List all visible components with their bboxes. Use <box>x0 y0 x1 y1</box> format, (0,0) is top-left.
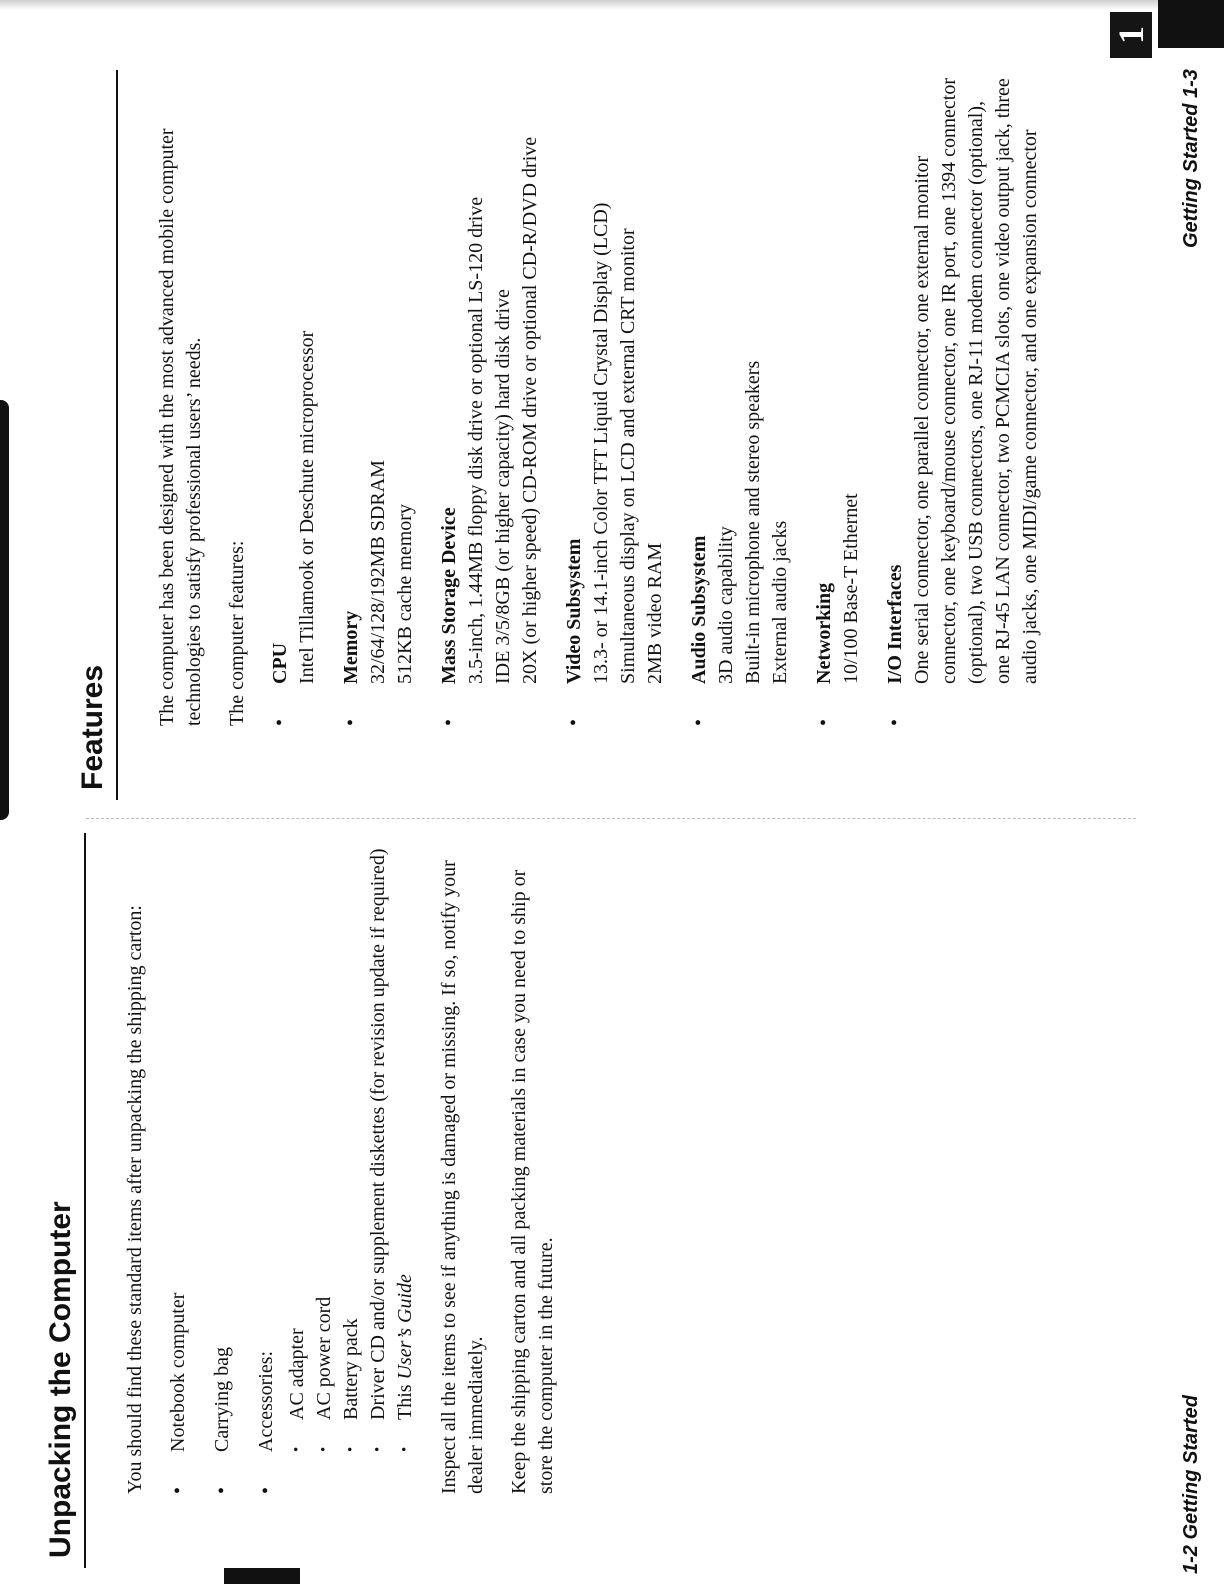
page-footer-right: Getting Started 1-3 <box>1180 69 1202 248</box>
feature-title: • Memory <box>340 610 362 684</box>
list-item <box>165 833 192 1494</box>
sub-list-item: • AC adapter <box>284 833 311 1452</box>
feature-line: Simultaneous display on LCD and external CRT monitor <box>617 228 639 684</box>
feature-mass-storage <box>436 70 544 726</box>
feature-video <box>561 70 669 726</box>
feature-line: 3.5-inch, 1.44MB floppy disk drive or optional LS-120 drive <box>465 196 487 684</box>
page-title: Features <box>72 70 118 800</box>
feature-line: IDE 3/5/8GB (or higher capacity) hard disk drive <box>492 289 514 684</box>
sub-list-item: • AC power cord <box>311 833 338 1452</box>
feature-line: External audio jacks <box>769 520 791 684</box>
feature-title: • Video Subsystem <box>563 538 585 684</box>
left-page-content <box>86 833 560 1568</box>
feature-line: 512KB cache memory <box>394 504 416 684</box>
list-item <box>209 833 236 1494</box>
feature-title: • Audio Subsystem <box>688 535 710 684</box>
features-lead: The computer features: <box>226 540 248 726</box>
feature-title: • Networking <box>813 582 835 684</box>
page-footer-left: 1-2 Getting Started <box>1180 1395 1202 1574</box>
chapter-number: 1 <box>1111 26 1151 44</box>
feature-cpu <box>267 70 321 726</box>
list-item-text: Carrying bag <box>211 1347 233 1452</box>
feature-networking <box>811 70 865 726</box>
feature-line: 32/64/128/192MB SDRAM <box>367 460 389 684</box>
list-item-text: Notebook computer <box>167 1292 189 1452</box>
sub-list-item: • Driver CD and/or supplement diskettes (for revision update if required) <box>365 833 392 1452</box>
feature-line: 10/100 Base-T Ethernet <box>840 493 862 684</box>
intro-paragraph: You should find these standard items after unpacking the shipping carton: <box>124 905 146 1494</box>
feature-line: Intel Tillamook or Deschute microprocessor <box>296 330 318 684</box>
right-page-content <box>118 70 1044 800</box>
feature-title: • I/O Interfaces <box>884 564 906 684</box>
keep-paragraph: Keep the shipping carton and all packing materials in case you need to ship or store the computer in the future. <box>508 869 557 1494</box>
scan-edge <box>0 0 1224 10</box>
intro-paragraph: The computer has been designed with the most advanced mobile computer technologies to satisfy professional users’ needs. <box>156 128 205 726</box>
feature-line: 3D audio capability <box>715 526 737 684</box>
features-list <box>267 70 1044 726</box>
feature-line: One serial connector, one parallel connector, one external monitor connector, one keyboard/mouse connector, one IR port, one 1394 connector (optional), two USB connectors, one RJ-11 modem connector (optional), one RJ-45 LAN connector, two PCMCIA slots, one video output jack, three audio jacks, one MIDI/game connector, and one expansion connector <box>911 78 1041 684</box>
page-title: Unpacking the Computer <box>40 833 86 1568</box>
left-page <box>40 833 680 1568</box>
page-edge-tab <box>1158 0 1224 48</box>
inspect-paragraph: Inspect all the items to see if anything is damaged or missing. If so, notify your dealer immediately. <box>438 860 487 1494</box>
feature-line: 2MB video RAM <box>644 542 666 684</box>
sub-list-item: • Battery pack <box>338 833 365 1452</box>
sub-list-item <box>392 833 419 1452</box>
list-item-text: Accessories: <box>255 1350 277 1452</box>
feature-io <box>882 70 1044 726</box>
chapter-tab <box>1110 12 1152 58</box>
feature-title: • CPU <box>269 642 291 684</box>
feature-title: • Mass Storage Device <box>438 507 460 684</box>
feature-line: 20X (or higher speed) CD-ROM drive or optional CD-R/DVD drive <box>519 136 541 684</box>
unpack-list <box>165 833 419 1494</box>
guide-prefix: This <box>394 1379 416 1420</box>
right-page <box>72 70 1172 800</box>
guide-title: User’s Guide <box>394 1274 416 1380</box>
page-fold-divider <box>86 818 1136 819</box>
list-item <box>253 833 419 1494</box>
feature-line: 13.3- or 14.1-inch Color TFT Liquid Crystal Display (LCD) <box>590 202 612 684</box>
accessories-list <box>284 833 419 1452</box>
feature-memory <box>338 70 419 726</box>
book-spine-shadow <box>0 400 9 820</box>
page-edge-tab-left <box>224 1568 300 1584</box>
feature-line: Built-in microphone and stereo speakers <box>742 360 764 684</box>
feature-audio <box>686 70 794 726</box>
